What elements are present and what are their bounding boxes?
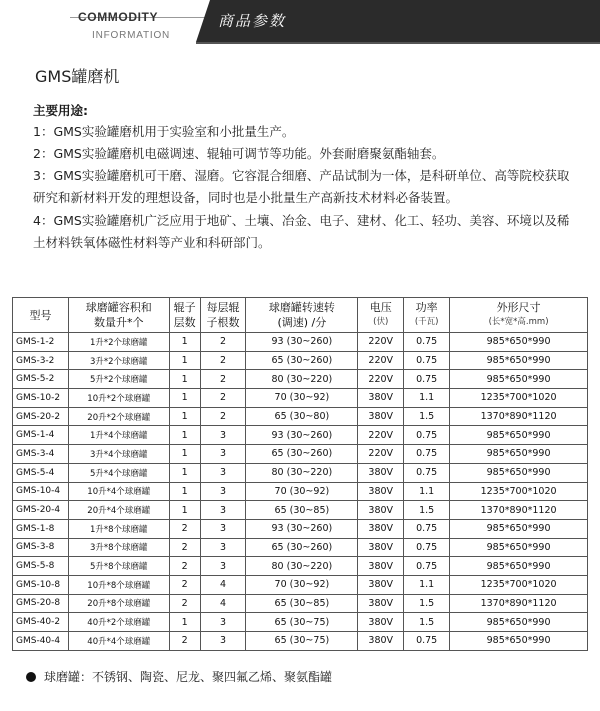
table-cell: GMS-1-2 <box>13 333 69 352</box>
table-cell: 3 <box>200 519 246 538</box>
table-cell: 40升*2个球磨罐 <box>68 613 169 632</box>
table-cell: 380V <box>358 389 404 408</box>
table-cell: 2 <box>200 407 246 426</box>
table-cell: 65 (30~75) <box>246 613 358 632</box>
table-cell: 220V <box>358 333 404 352</box>
table-cell: 2 <box>200 333 246 352</box>
table-cell: 1升*2个球磨罐 <box>68 333 169 352</box>
table-cell: GMS-20-8 <box>13 594 69 613</box>
column-header-line1: 每层辊 <box>206 301 240 314</box>
table-cell: 2 <box>169 519 200 538</box>
table-row <box>13 575 588 594</box>
table-cell: GMS-10-8 <box>13 575 69 594</box>
table-cell: 5升*4个球磨罐 <box>68 463 169 482</box>
header-en-line2: INFORMATION <box>92 30 171 41</box>
table-row <box>13 501 588 520</box>
table-cell: 70 (30~92) <box>246 482 358 501</box>
table-row <box>13 333 588 352</box>
table-cell: 1 <box>169 389 200 408</box>
footer-note <box>26 668 332 685</box>
table-cell: 2 <box>200 370 246 389</box>
paragraph-4: 4：GMS实验罐磨机广泛应用于地矿、土壤、冶金、电子、建材、化工、轻功、美容、环境以及稀土材料铁氧体磁性材料等产业和科研部门。 <box>33 213 570 250</box>
table-cell: 380V <box>358 557 404 576</box>
header-en-line1: COMMODITY <box>78 10 159 24</box>
table-row <box>13 632 588 651</box>
table-cell: 2 <box>169 538 200 557</box>
table-cell: GMS-10-4 <box>13 482 69 501</box>
table-cell: 2 <box>169 594 200 613</box>
table-cell: 985*650*990 <box>450 370 588 389</box>
column-header-line1: 外形尺寸 <box>496 301 541 314</box>
table-cell: 1.5 <box>404 613 450 632</box>
table-cell: 70 (30~92) <box>246 575 358 594</box>
table-cell: 0.75 <box>404 632 450 651</box>
table-cell: 985*650*990 <box>450 333 588 352</box>
column-header <box>13 298 69 333</box>
table-cell: 1升*4个球磨罐 <box>68 426 169 445</box>
table-cell: GMS-5-2 <box>13 370 69 389</box>
table-cell: 1235*700*1020 <box>450 482 588 501</box>
column-header-line2: (调速) /分 <box>277 316 327 329</box>
table-cell: GMS-10-2 <box>13 389 69 408</box>
table-cell: 1.5 <box>404 501 450 520</box>
table-cell: 0.75 <box>404 351 450 370</box>
table-cell: 3 <box>200 557 246 576</box>
table-cell: 80 (30~220) <box>246 370 358 389</box>
header-rule <box>196 42 600 44</box>
column-header <box>68 298 169 333</box>
column-header-line1: 球磨罐容积和 <box>85 301 152 314</box>
table-cell: 2 <box>169 575 200 594</box>
table-cell: 1 <box>169 501 200 520</box>
column-header <box>450 298 588 333</box>
table-cell: 0.75 <box>404 445 450 464</box>
product-title: GMS罐磨机 <box>35 67 120 86</box>
paragraph-3: 3：GMS实验罐磨机可干磨、湿磨。它容混合细磨、产品试制为一体，是科研单位、高等院校获取研究和新材料开发的理想设备，同时也是小批量生产高新技术材料必备装置。 <box>33 168 570 205</box>
table-cell: 3 <box>200 463 246 482</box>
table-cell: 65 (30~260) <box>246 445 358 464</box>
column-header-line2: (千瓦) <box>414 317 439 327</box>
table-cell: 2 <box>200 389 246 408</box>
column-header-line2: 数量升*个 <box>94 316 144 329</box>
table-cell: 0.75 <box>404 519 450 538</box>
table-cell: 3升*8个球磨罐 <box>68 538 169 557</box>
table-cell: 2 <box>169 557 200 576</box>
table-cell: 1 <box>169 351 200 370</box>
footer-text: 球磨罐：不锈钢、陶瓷、尼龙、聚四氟乙烯、聚氨酯罐 <box>44 670 333 684</box>
table-header-row <box>13 298 588 333</box>
table-cell: 1370*890*1120 <box>450 501 588 520</box>
table-cell: 1370*890*1120 <box>450 407 588 426</box>
table-cell: 65 (30~85) <box>246 501 358 520</box>
table-cell: GMS-3-4 <box>13 445 69 464</box>
table-cell: 3升*2个球磨罐 <box>68 351 169 370</box>
table-cell: 1 <box>169 407 200 426</box>
table-cell: 1.1 <box>404 575 450 594</box>
table-row <box>13 445 588 464</box>
table-cell: GMS-20-4 <box>13 501 69 520</box>
table-cell: 1 <box>169 613 200 632</box>
column-header <box>404 298 450 333</box>
column-header <box>169 298 200 333</box>
table-cell: 10升*8个球磨罐 <box>68 575 169 594</box>
table-cell: 70 (30~92) <box>246 389 358 408</box>
table-cell: 20升*4个球磨罐 <box>68 501 169 520</box>
spec-table-body <box>13 333 588 651</box>
bullet-icon <box>26 672 36 682</box>
table-cell: 40升*4个球磨罐 <box>68 632 169 651</box>
column-header-line2: (长*宽*高.mm) <box>488 317 549 327</box>
table-cell: 985*650*990 <box>450 351 588 370</box>
column-header <box>246 298 358 333</box>
table-cell: 5升*8个球磨罐 <box>68 557 169 576</box>
table-cell: 0.75 <box>404 557 450 576</box>
table-cell: GMS-1-8 <box>13 519 69 538</box>
table-cell: 5升*2个球磨罐 <box>68 370 169 389</box>
table-cell: 93 (30~260) <box>246 333 358 352</box>
table-cell: 985*650*990 <box>450 463 588 482</box>
table-cell: GMS-40-4 <box>13 632 69 651</box>
table-cell: 0.75 <box>404 426 450 445</box>
table-cell: 10升*2个球磨罐 <box>68 389 169 408</box>
column-header-line1: 球磨罐转速转 <box>268 301 335 314</box>
table-cell: 985*650*990 <box>450 538 588 557</box>
table-cell: 985*650*990 <box>450 557 588 576</box>
table-cell: 3 <box>200 426 246 445</box>
table-cell: 80 (30~220) <box>246 463 358 482</box>
table-cell: 4 <box>200 594 246 613</box>
table-cell: 380V <box>358 575 404 594</box>
table-cell: GMS-5-4 <box>13 463 69 482</box>
table-cell: 1 <box>169 370 200 389</box>
spec-table-header <box>13 298 588 333</box>
table-cell: 10升*4个球磨罐 <box>68 482 169 501</box>
table-cell: 1 <box>169 482 200 501</box>
table-cell: 380V <box>358 632 404 651</box>
table-cell: 93 (30~260) <box>246 426 358 445</box>
table-cell: 20升*2个球磨罐 <box>68 407 169 426</box>
column-header-line2: 层数 <box>173 316 196 329</box>
table-row <box>13 426 588 445</box>
table-row <box>13 463 588 482</box>
table-row <box>13 482 588 501</box>
table-row <box>13 594 588 613</box>
table-cell: 93 (30~260) <box>246 519 358 538</box>
table-cell: GMS-3-2 <box>13 351 69 370</box>
table-cell: 985*650*990 <box>450 519 588 538</box>
table-cell: 3 <box>200 501 246 520</box>
paragraph-2: 2：GMS实验罐磨机电磁调速、辊轴可调节等功能。外套耐磨聚氨酯轴套。 <box>33 146 445 161</box>
table-cell: 1235*700*1020 <box>450 389 588 408</box>
table-cell: 220V <box>358 370 404 389</box>
table-cell: 65 (30~260) <box>246 351 358 370</box>
table-cell: 3升*4个球磨罐 <box>68 445 169 464</box>
table-cell: GMS-1-4 <box>13 426 69 445</box>
table-row <box>13 389 588 408</box>
table-cell: 1.5 <box>404 407 450 426</box>
table-cell: 80 (30~220) <box>246 557 358 576</box>
table-cell: 1 <box>169 333 200 352</box>
table-cell: 380V <box>358 482 404 501</box>
table-cell: 380V <box>358 594 404 613</box>
table-cell: 3 <box>200 482 246 501</box>
table-cell: GMS-40-2 <box>13 613 69 632</box>
table-cell: GMS-3-8 <box>13 538 69 557</box>
table-cell: 1.5 <box>404 594 450 613</box>
table-cell: 20升*8个球磨罐 <box>68 594 169 613</box>
table-cell: 380V <box>358 519 404 538</box>
table-cell: 1.1 <box>404 389 450 408</box>
table-cell: 380V <box>358 501 404 520</box>
table-cell: 380V <box>358 613 404 632</box>
table-cell: 2 <box>169 632 200 651</box>
table-cell: 1 <box>169 445 200 464</box>
purpose-label: 主要用途: <box>33 103 88 118</box>
table-cell: 220V <box>358 351 404 370</box>
spec-table <box>12 297 588 651</box>
header-banner <box>0 0 600 52</box>
table-cell: 985*650*990 <box>450 445 588 464</box>
table-cell: 4 <box>200 575 246 594</box>
table-cell: 2 <box>200 351 246 370</box>
table-row <box>13 351 588 370</box>
table-cell: GMS-20-2 <box>13 407 69 426</box>
table-cell: 65 (30~85) <box>246 594 358 613</box>
column-header-line1: 功率 <box>415 301 438 314</box>
table-cell: 3 <box>200 613 246 632</box>
table-row <box>13 613 588 632</box>
table-cell: 220V <box>358 426 404 445</box>
column-header <box>200 298 246 333</box>
table-cell: 985*650*990 <box>450 426 588 445</box>
table-cell: 3 <box>200 538 246 557</box>
table-cell: GMS-5-8 <box>13 557 69 576</box>
column-header-line1: 型号 <box>29 308 52 322</box>
paragraph-1: 1：GMS实验罐磨机用于实验室和小批量生产。 <box>33 124 295 139</box>
column-header-line1: 辊子 <box>173 301 196 314</box>
table-cell: 65 (30~260) <box>246 538 358 557</box>
table-row <box>13 557 588 576</box>
column-header-line2: (伏) <box>373 317 389 327</box>
table-cell: 0.75 <box>404 333 450 352</box>
table-cell: 380V <box>358 463 404 482</box>
table-row <box>13 519 588 538</box>
table-row <box>13 407 588 426</box>
table-cell: 1 <box>169 426 200 445</box>
table-cell: 220V <box>358 445 404 464</box>
table-cell: 380V <box>358 407 404 426</box>
table-cell: 65 (30~75) <box>246 632 358 651</box>
table-cell: 3 <box>200 445 246 464</box>
table-cell: 1235*700*1020 <box>450 575 588 594</box>
table-cell: 380V <box>358 538 404 557</box>
column-header-line1: 电压 <box>369 301 392 314</box>
header-cn-title: 商品参数 <box>218 12 287 30</box>
table-cell: 0.75 <box>404 538 450 557</box>
table-cell: 0.75 <box>404 463 450 482</box>
table-cell: 0.75 <box>404 370 450 389</box>
table-row <box>13 538 588 557</box>
table-cell: 3 <box>200 632 246 651</box>
table-cell: 1 <box>169 463 200 482</box>
column-header-line2: 子根数 <box>206 316 240 329</box>
table-row <box>13 370 588 389</box>
table-cell: 985*650*990 <box>450 613 588 632</box>
table-cell: 1370*890*1120 <box>450 594 588 613</box>
column-header <box>358 298 404 333</box>
table-cell: 65 (30~80) <box>246 407 358 426</box>
table-cell: 1.1 <box>404 482 450 501</box>
table-cell: 1升*8个球磨罐 <box>68 519 169 538</box>
table-cell: 985*650*990 <box>450 632 588 651</box>
